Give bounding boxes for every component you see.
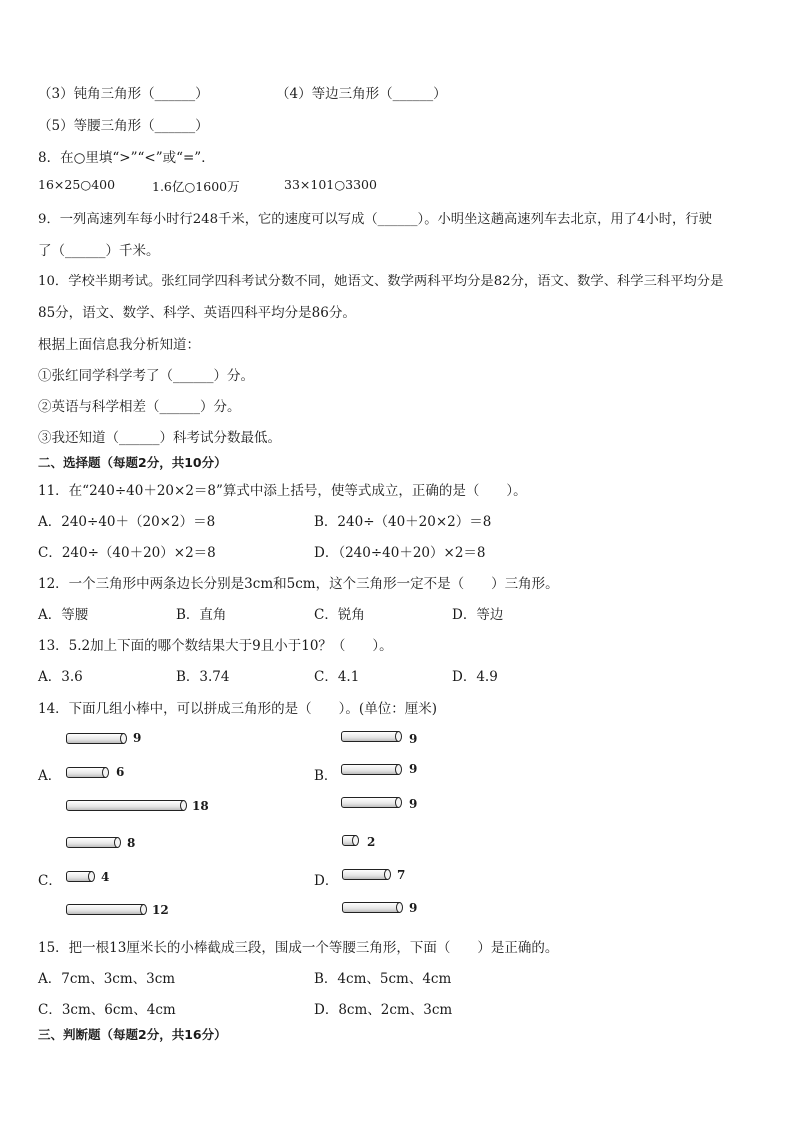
stick-length-label: 18 [192, 799, 209, 813]
q10-sub-2: ②英语与科学相差（______）分。 [38, 399, 241, 415]
q10-sub-1: ①张红同学科学考了（______）分。 [38, 368, 254, 384]
stick-icon [341, 797, 401, 808]
q14-option-d-label: D． [314, 873, 339, 889]
stick-icon [66, 767, 108, 778]
q15-option-d: D．8cm、2cm、3cm [314, 1002, 453, 1018]
stick-length-label: 9 [409, 901, 418, 915]
q12-option-a: A．等腰 [38, 607, 89, 623]
q15-option-b: B．4cm、5cm、4cm [314, 971, 452, 987]
stick-icon [342, 835, 358, 846]
stick-icon [342, 869, 390, 880]
q7-item-5: （5）等腰三角形（______） [38, 118, 209, 134]
q15-option-a: A．7cm、3cm、3cm [38, 971, 176, 987]
q8-expression-2: 1.6亿○1600万 [152, 179, 240, 194]
stick-length-label: 2 [367, 835, 376, 849]
stick-icon [66, 837, 120, 848]
stick-length-label: 4 [101, 870, 110, 884]
q11-stem: 11．在“240÷40＋20×2＝8”算式中添上括号，使等式成立，正确的是（ ）。 [38, 483, 527, 499]
q12-stem: 12．一个三角形中两条边长分别是3cm和5cm，这个三角形一定不是（ ）三角形。 [38, 576, 559, 592]
stick-length-label: 12 [152, 903, 169, 917]
q10-sub-3: ③我还知道（______）科考试分数最低。 [38, 430, 281, 446]
q13-option-d: D．4.9 [452, 669, 498, 685]
stick-icon [341, 731, 401, 742]
stick-icon [66, 871, 94, 882]
q13-option-b: B．3.74 [176, 669, 230, 685]
stick-length-label: 9 [133, 731, 142, 745]
q8-expression-1: 16×25○400 [38, 177, 116, 192]
q13-option-a: A．3.6 [38, 669, 83, 685]
stick-length-label: 6 [116, 765, 125, 779]
stick-icon [66, 733, 126, 744]
section-2-heading: 二、选择题（每题2分，共10分） [38, 455, 227, 470]
q11-option-b: B．240÷（40＋20×2）＝8 [314, 514, 492, 530]
q11-option-a: A．240÷40＋（20×2）＝8 [38, 514, 216, 530]
q14-option-b-label: B． [314, 768, 338, 784]
stick-icon [66, 904, 146, 915]
q9-line-1: 9．一列高速列车每小时行248千米，它的速度可以写成（______）。小明坐这趟高速列车去北京，用了4小时，行驶 [38, 212, 712, 227]
q10-line-1: 10．学校半期考试。张红同学四科考试分数不同，她语文、数学两科平均分是82分，语文、数学、科学三科平均分是 [38, 274, 724, 289]
q10-line-2: 85分，语文、数学、科学、英语四科平均分是86分。 [38, 305, 356, 321]
q8-stem: 8．在○里填“>”“<”或“=”． [38, 150, 215, 166]
stick-icon [342, 902, 402, 913]
stick-icon [341, 764, 401, 775]
q13-stem: 13．5.2加上下面的哪个数结果大于9且小于10？（ ）。 [38, 638, 393, 654]
q7-item-3: （3）钝角三角形（______） [38, 86, 209, 102]
q12-option-d: D．等边 [452, 607, 504, 623]
stick-length-label: 8 [127, 836, 136, 850]
q12-option-c: C．锐角 [314, 607, 365, 623]
q11-option-c: C．240÷（40＋20）×2＝8 [38, 545, 216, 561]
stick-length-label: 7 [397, 868, 406, 882]
q9-line-2: 了（______）千米。 [38, 243, 160, 259]
q10-line-3: 根据上面信息我分析知道： [38, 337, 200, 353]
q15-stem: 15．把一根13厘米长的小棒截成三段，围成一个等腰三角形，下面（ ）是正确的。 [38, 940, 559, 956]
stick-icon [66, 800, 186, 811]
q12-option-b: B．直角 [176, 607, 227, 623]
section-3-heading: 三、判断题（每题2分，共16分） [38, 1027, 227, 1042]
q14-option-a-label: A． [38, 768, 62, 784]
stick-length-label: 9 [409, 762, 418, 776]
stick-length-label: 9 [409, 797, 418, 811]
q14-stem: 14．下面几组小棒中，可以拼成三角形的是（ ）。(单位：厘米) [38, 701, 437, 717]
stick-length-label: 9 [409, 732, 418, 746]
q7-item-4: （4）等边三角形（______） [276, 86, 447, 102]
q13-option-c: C．4.1 [314, 669, 360, 685]
q14-option-c-label: C． [38, 873, 62, 889]
q11-option-d: D．（240÷40＋20）×2＝8 [314, 545, 486, 561]
q15-option-c: C．3cm、6cm、4cm [38, 1002, 176, 1018]
q8-expression-3: 33×101○3300 [284, 177, 377, 192]
